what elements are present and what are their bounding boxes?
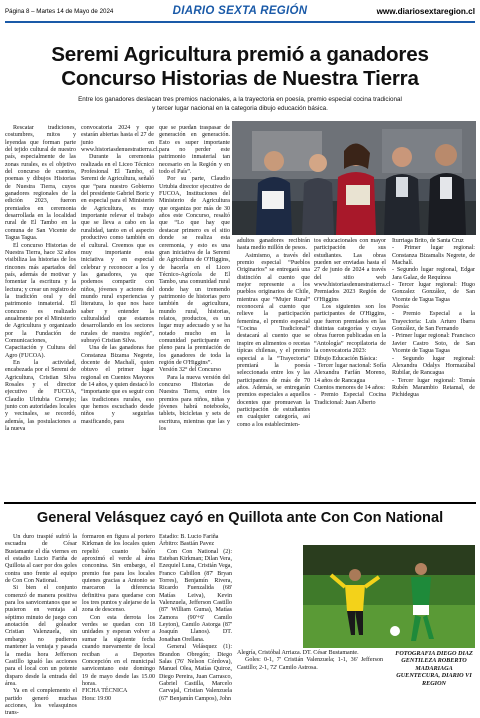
- article1-subhead: Entre los ganadores deslacan tres premios nacionales, a la trayectoria en poesía, premio especial cocina tradicional y tercer lugar nacional en la categoria dibujo educación básica.: [78, 96, 402, 112]
- newspaper-name: DIARIO SEXTA REGIÓN: [172, 5, 308, 17]
- article2-column-4: Alegría, Cristóbal Arriaza. DT. César Bustamante. Goles: 0-1, 7' Cristián Valenzuela; 1-1, 36' Jefferson Castillo; 2-1, 72' Camilo Astrosa.: [237, 650, 383, 671]
- article2-column-1: Un duro traspié sufrió la escuadra de César Bustamante el día viernes en el estadio Lucio Fariña de Quillota al caer por dos goles contra uno frente al equipo de Con Con National. Si bien el conjunto comenzó de manera positiva para los sanvicentanos que se pusieron en ventaja al séptimo minuto de juego con anotación del goleador Cristian Valenzuela, sin embargo no pudieron mantener la ventaja y pasada la media hora Jefferson Castillo igualó las acciones para el local con un potente disparo desde la entrada del área. Ya en el complemento el partido generó muchas acciones, los velasquinos trans-: [5, 534, 77, 717]
- photo-caption: FOTOGRAFIA DIEGO DIAZ GENTILEZA ROBERTO MADARIAGA GUENTECURA, DIARIO VI REGION: [395, 650, 473, 687]
- article1-column-2: convocatoria 2024 y que estarán abiertas hasta el 27 de junio en www.historiasdenuestratierra.cl. Durante la ceremonia realizada en el Liceo Técnico Profesional El Tambo, el Seremi de Agricultura, señaló que “para nuestro Gobierno del presidente Gabriel Boric y en especial para el Ministerio de Agricultura, es muy importante relevar el trabajo que se lleva a cabo en la ruralidad, tanto en el aspecto productivo como también en el cultural. Creemos que es muy importante esta iniciativa y en especial celebrar y reconocer a los y las ganadores, ya que podemos compartir con niños, jóvenes y actores del mundo rural experiencias y literatura, lo que nos hace saber y entender la culturalidad que estamos desarrollando en los sectores rurales de nuestra región”, subrayó Cristian Silva. Una de las ganadoras fue Constanza Bizama Negrete, docente de Machalí, quien obtuvo el primer lugar regional en Cuentos Mayores de 14 años, y quien destacó lo “importante que es seguir con las tradiciones rurales, eso que hemos escuchado desde niños y seguirlas masificando, para: [81, 125, 160, 425]
- article2-column-3: Estadio: B. Lucio Fariña Árbitro: Bastián Pavez Con Con National (2): Esteban Kirkman; Dilan Vera, Ezequiel Luna, Cristián Vega, Franco Cabillon (87' Bryan Torres), Benjamín Rivera, Ricardo Fuenzalida (68' Matías Leiva), Kevin Valenzuela, Jefferson Castillo (87' William Guma), Matías Zamora (90'+6' Camilo Leyton), Camilo Astorga (87' Joaquín Llanos). DT. Jonathan Orellana. General Velásquez (1): Brandon Obregón; Diego Salas (76' Nelson Córdova), Manuel Olea, Matías Quiroz, Diego Pereira, Juan Carrasco, Gabriel Castilla, Marcelo Carvajal, Cristian Valenzuela (67' Benjamín Campos), John: [159, 534, 232, 702]
- soccer-match-photo: [303, 545, 475, 648]
- article1-column-4: adultos ganadores recibirán hasta medio millón de pesos. Asimismo, a través del premio especial “Pueblos Originarios” se entregará una distinción al cuento que mejor represente a los pueblos originarios de Chile, mientras que “Mujer Rural” reconocerá al cuento que relieve la participación femenina, el premio especial “Cocina Tradicional” destacará al cuento que se inspire en alimentos o recetas típicas chilenas, y el premio especial a la “Trayectoria” premiará la poesía seleccionada entre los y las participantes de más de 70 años. Además, se entregarán premios especiales a aquellos docentes que promuevan la participación de estudiantes en cualquier categoría, así como a los establecimien-: [237, 238, 310, 428]
- article1-column-6: Iturriaga Brito, de Santa Cruz - Primer lugar regional: Constanza Bizamalis Negrete, de Machalí. - Segundo lugar regional, Edgar Jara Galaz, de Requínoa - Tercer lugar regional: Hugo Gonzalez González, de San Vicente de Tagua Tagua Poesía: - Premio Especial a la Trayectoria: Luis Arturo Ibarra González, de San Fernando - Primer lugar regional: Francisco Javier Castro Soto, de San Vicente de Tagua Tagua - Segundo lugar regional: Alexandra Odalys Hormazábal Rubilar, de Rancagua - Tercer lugar regional: Tomás Rubén Marambio Retamal, de Pichidegua: [392, 238, 475, 399]
- article1-column-1: Rescatar tradiciones, costumbres, mitos y leyendas que forman parte del tejido cultural de nuestro país, especialmente de las zonas rurales, es el objetivo del concurso de cuentos, poemas y dibujos Historias de Nuestra Tierra, cuyos ganadores regionales de la edición 2023, fueron premiados en ceremonia desarrollada en la localidad rural de El Tambo en la comuna de San Vicente de Tagua Tagua. El concurso Historias de Nuestra Tierra, hace 32 años visibiliza las historias de los rincones más apartados del país, además de motivar y fomentar la escritura y la lectura; y crear un registro de la tradición oral y del patrimonio inmaterial. El concurso es realizado anualmente por el Ministerio de Agricultura y organizado por la Fundación de Comunicaciones, Capacitación y Cultura del Agro (FUCOA). En la actividad, encabezada por el Seremi de Agricultura, Cristian Silva Rosales y el director ejecutivo de FUCOA, Claudio Ulrtubia Cornejo; junto con autoridades locales y vecinales, se recordó, además, las postulaciones a la nueva: [5, 125, 77, 433]
- award-ceremony-photo: [232, 121, 476, 235]
- article2-column-2: formaron en figura al portero Kirkman de los locales quien repelió cuanto balón aproximó el verde al área conconina. Sin embargo, el premio fue para los locales quienes gracias a Antonio se marcaron la diferencia definitiva para quedarse con los tres puntos y alejarse de la zona de descenso. Con esta derrota los verdes se quedan con 18 unidades y esperan volver a sumar la siguiente fecha cuando nuevamente de local reciban a Deportes Concepción en el municipal sanvicentano este domingo 19 de mayo desde las 15.00 horas. FICHA TÉCNICA Hora: 19:00: [82, 534, 155, 702]
- page-date: Página 8 – Martes 14 de Mayo de 2024: [5, 7, 114, 15]
- article1-headline: Seremi Agricultura premió a ganadores Concurso Historias de Nuestra Tierra: [51, 43, 429, 90]
- header-rule: [5, 21, 475, 23]
- article1-column-3: que se puedan traspasar de generación en generación. Esto es super importante para no perder este patrimonio inmaterial tan necesario en la Región y en todo el País”. Por su parte, Claudio Urtubia director ejecutivo de FUCOA, Instituciones del Ministerio de Agricultura que organiza por más de 30 años este Concurso, resaltó que “Lo que hay que destacar primero es el sitio donde se realiza esta ceremonia, y esto es una gran iniciativa de la Seremi de Agricultura de O'Higgins, de hacerla en el Liceo Técnico-Agrícola de El Tambo, una comunidad rural donde hay un tremendo patrimonio de historias pero también de agricultura, mundo rural, historias, relatos, productos, es un lugar muy adecuado y se ha notado mucho en la comunidad participante en pleno para la premiación de los ganadores de toda la región de O'Higgins”. Versión 32° del Concurso Para la nueva versión del concurso Historias de Nuestra Tierra, entre los premios para niños, niñas y jóvenes habrá notebooks, tablets, bicicletas y sets de escritura, mientras que las y los: [159, 125, 230, 433]
- section-divider: [4, 502, 476, 504]
- website-link[interactable]: www.diariosextaregion.cl: [376, 6, 475, 16]
- article1-column-5: tos educacionales con mayor participación de sus estudiantes. Las obras pueden ser enviadas hasta el 27 de junio de 2024 a través del sitio web www.historiasdenuestratierra.cl Premiados 2023 Región de O'Higgins Los siguientes son los participantes de O'Higgins, que fueron premiados en las distintas categorías y cuyas obras fueron publicadas en la “Antología” recopilatoria de la convocatoria 2023: Dibujo Educación Básica: - Tercer lugar nacional: Sofía Alexandra Farfán Moreno, 14 años de Rancagua Cuentos menores de 14 años: - Premio Especial Cocina Tradicional: Juan Alberto: [314, 238, 391, 406]
- article2-headline: General Velásquez cayó en Quillota ante Con Con National: [36, 510, 444, 526]
